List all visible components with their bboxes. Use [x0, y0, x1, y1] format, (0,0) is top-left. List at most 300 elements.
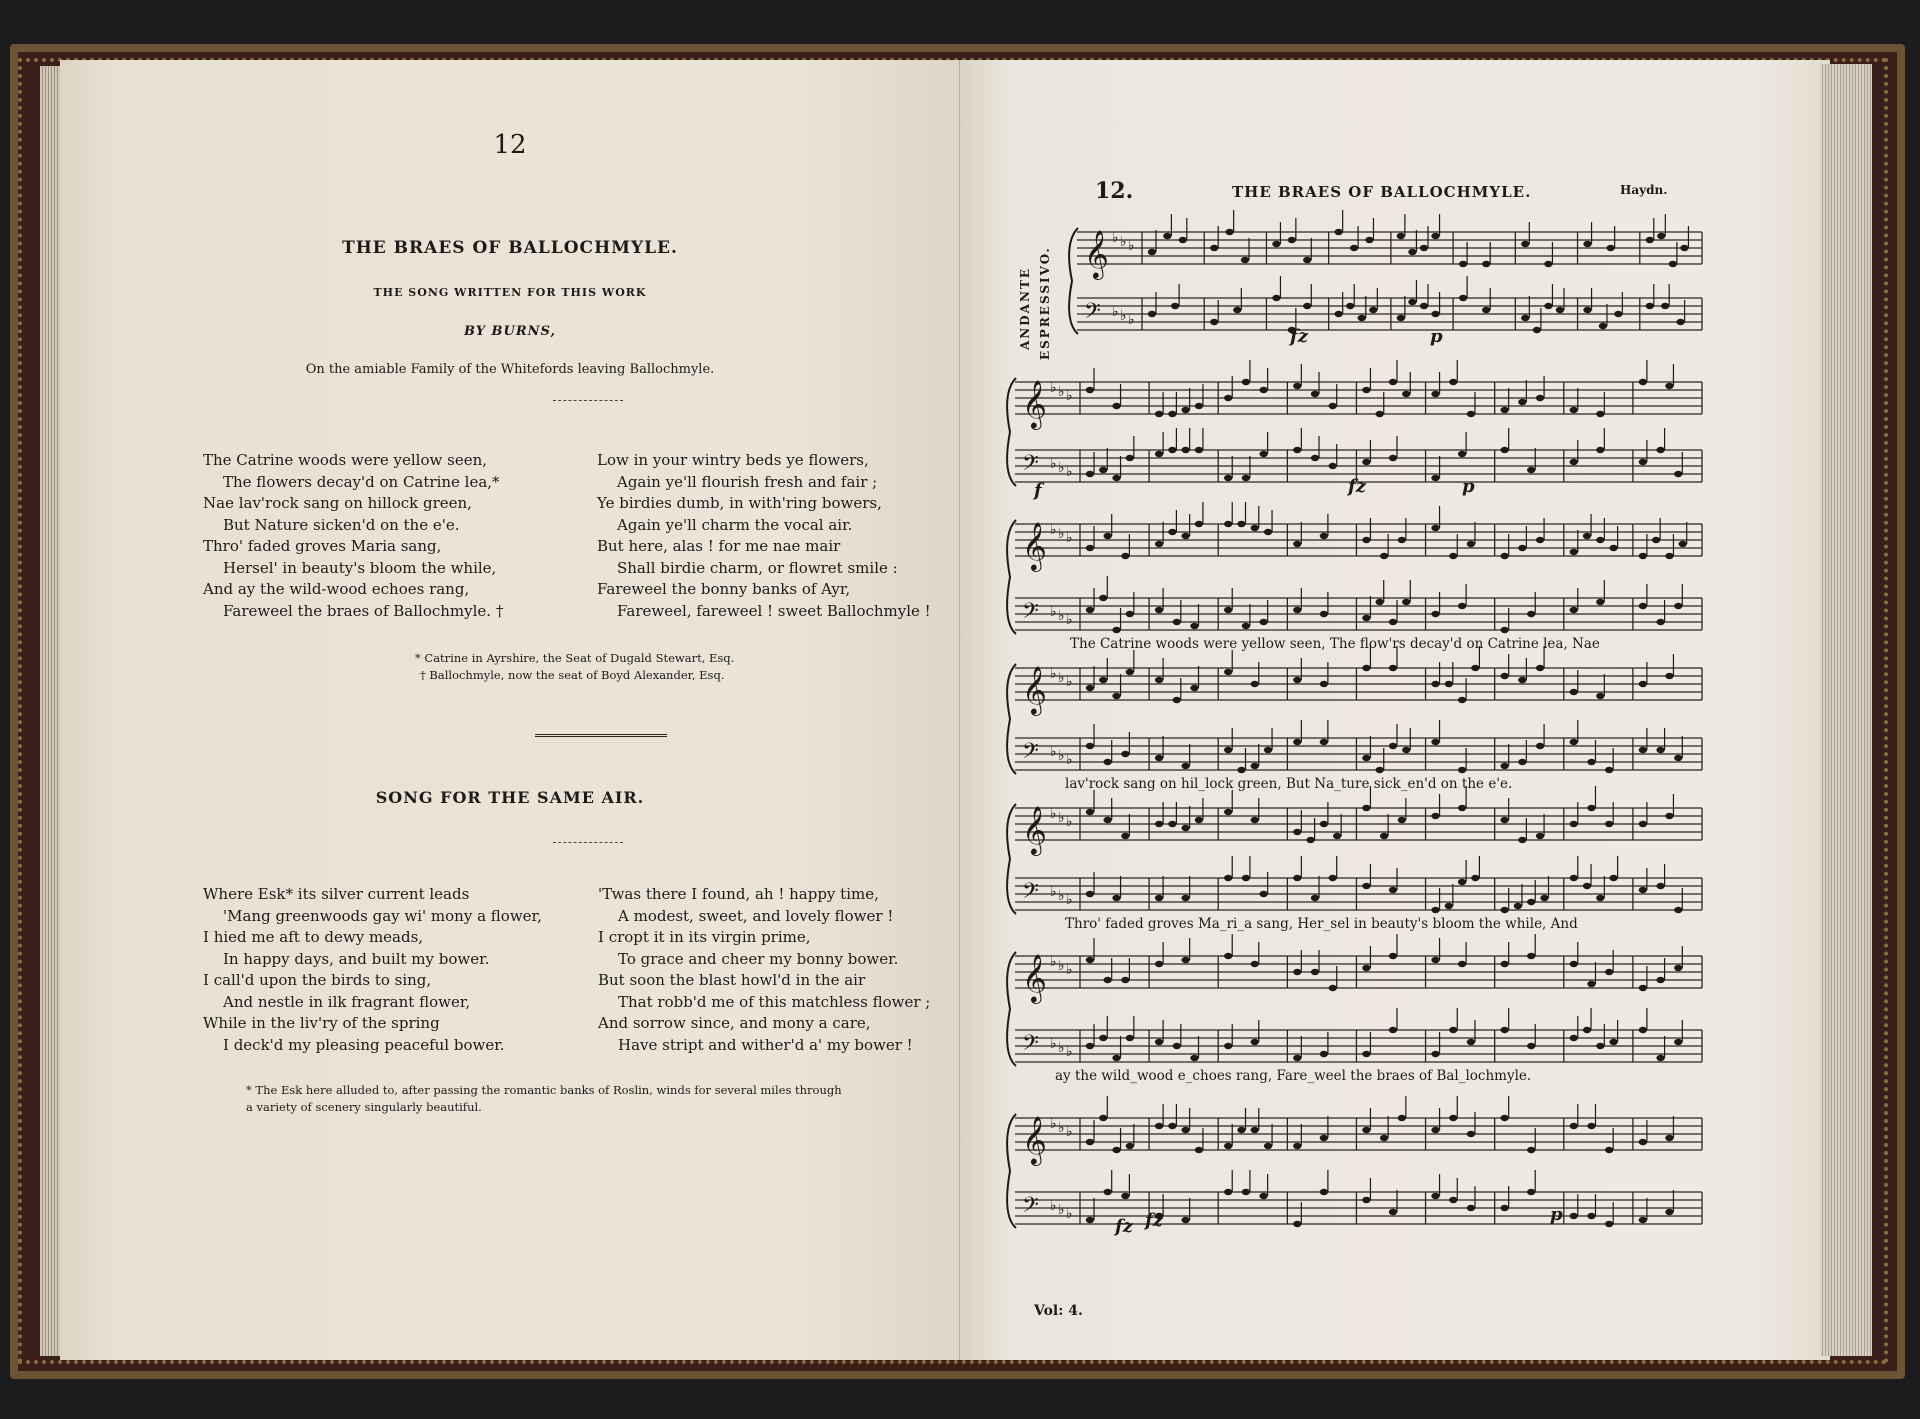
note-head [1362, 965, 1370, 971]
note-head [1155, 755, 1163, 761]
footnote-ballochmyle: † Ballochmyle, now the seat of Boyd Alexander, Esq. [420, 668, 725, 682]
note-head [1306, 837, 1314, 843]
note-head [1536, 537, 1544, 543]
flat-sign: ♭ [1066, 674, 1073, 690]
verse-line: I hied me aft to dewy meads, [203, 928, 424, 946]
flat-sign: ♭ [1120, 308, 1127, 324]
note-head [1224, 669, 1232, 675]
note-head [1112, 1147, 1120, 1153]
note-head [1389, 887, 1397, 893]
note-head [1362, 1127, 1370, 1133]
note-head [1086, 1217, 1094, 1223]
note-head [1168, 411, 1176, 417]
section-divider [535, 734, 667, 737]
note-head [1251, 1127, 1259, 1133]
note-head [1518, 545, 1526, 551]
note-head [1099, 677, 1107, 683]
verse-line: Fareweel the braes of Ballochmyle. † [223, 601, 504, 620]
note-head [1467, 411, 1475, 417]
note-head [1500, 763, 1508, 769]
note-head [1362, 883, 1370, 889]
note-head [1527, 1043, 1535, 1049]
note-head [1242, 875, 1250, 881]
note-head [1362, 665, 1370, 671]
note-head [1224, 395, 1232, 401]
note-head [1518, 759, 1526, 765]
system-brace [1007, 804, 1016, 914]
note-head [1596, 1043, 1604, 1049]
note-head [1518, 677, 1526, 683]
note-head [1500, 907, 1508, 913]
flat-sign: ♭ [1058, 958, 1065, 974]
note-head [1402, 391, 1410, 397]
note-head [1086, 1139, 1094, 1145]
note-head [1544, 303, 1552, 309]
note-head [1398, 1115, 1406, 1121]
flat-sign: ♭ [1066, 752, 1073, 768]
flat-sign: ♭ [1058, 670, 1065, 686]
verse-line: Fareweel the bonny banks of Ayr, [597, 580, 851, 598]
note-head [1500, 1205, 1508, 1211]
treble-clef: 𝄞 [1022, 1115, 1047, 1164]
verse-line: Low in your wintry beds ye flowers, [597, 451, 869, 469]
note-head [1398, 817, 1406, 823]
note-head [1320, 1189, 1328, 1195]
note-head [1334, 229, 1342, 235]
note-head [1587, 805, 1595, 811]
note-head [1168, 1123, 1176, 1129]
note-head [1365, 237, 1373, 243]
note-head [1431, 681, 1439, 687]
verse-line: Ye birdies dumb, in with'ring bowers, [597, 494, 882, 512]
note-head [1224, 475, 1232, 481]
note-head [1449, 1027, 1457, 1033]
note-head [1583, 883, 1591, 889]
note-head [1190, 623, 1198, 629]
note-head [1639, 459, 1647, 465]
note-head [1181, 447, 1189, 453]
music-score [960, 60, 1830, 1360]
note-head [1181, 825, 1189, 831]
note-head [1639, 985, 1647, 991]
note-head [1674, 755, 1682, 761]
note-head [1500, 817, 1508, 823]
note-head [1104, 977, 1112, 983]
note-head [1408, 249, 1416, 255]
note-head [1605, 1147, 1613, 1153]
dynamic-marking: p [1550, 1204, 1563, 1225]
note-head [1674, 1039, 1682, 1045]
note-head [1596, 693, 1604, 699]
note-head [1224, 521, 1232, 527]
note-head [1606, 245, 1614, 251]
note-head [1459, 295, 1467, 301]
note-head [1086, 607, 1094, 613]
note-head [1389, 1027, 1397, 1033]
note-head [1431, 739, 1439, 745]
verse-line: The Catrine woods were yellow seen, [203, 451, 487, 469]
page-number: 12 [493, 130, 527, 160]
note-head [1500, 553, 1508, 559]
note-head [1674, 965, 1682, 971]
note-head [1458, 767, 1466, 773]
flat-sign: ♭ [1050, 666, 1057, 682]
note-head [1500, 447, 1508, 453]
note-head [1086, 957, 1094, 963]
note-head [1195, 403, 1203, 409]
note-head [1471, 665, 1479, 671]
note-head [1126, 455, 1134, 461]
note-head [1639, 603, 1647, 609]
bass-clef: 𝄢 [1084, 299, 1101, 329]
note-head [1293, 1221, 1301, 1227]
note-head [1527, 1147, 1535, 1153]
note-head [1521, 241, 1529, 247]
flat-sign: ♭ [1058, 810, 1065, 826]
treble-clef: 𝄞 [1084, 229, 1109, 278]
verse-line: Where Esk* its silver current leads [203, 885, 470, 903]
note-head [1431, 907, 1439, 913]
note-head [1333, 833, 1341, 839]
note-head [1251, 681, 1259, 687]
verse-line: And nestle in ilk fragrant flower, [223, 992, 471, 1011]
note-head [1389, 619, 1397, 625]
flat-sign: ♭ [1066, 1206, 1073, 1222]
note-head [1086, 471, 1094, 477]
note-head [1181, 533, 1189, 539]
note-head [1665, 1135, 1673, 1141]
note-head [1195, 817, 1203, 823]
flat-sign: ♭ [1066, 612, 1073, 628]
flat-sign: ♭ [1058, 1040, 1065, 1056]
note-head [1126, 669, 1134, 675]
note-head [1646, 237, 1654, 243]
note-head [1500, 673, 1508, 679]
note-head [1259, 891, 1267, 897]
note-head [1155, 961, 1163, 967]
note-head [1646, 303, 1654, 309]
note-head [1389, 743, 1397, 749]
note-head [1467, 541, 1475, 547]
page-edges-right [1820, 64, 1872, 1356]
note-head [1458, 879, 1466, 885]
note-head [1362, 387, 1370, 393]
verse-line: Fareweel, fareweel ! sweet Ballochmyle ! [617, 601, 931, 620]
note-head [1665, 553, 1673, 559]
bass-clef: 𝄢 [1022, 451, 1039, 481]
composer: Haydn. [1620, 183, 1668, 197]
note-head [1099, 1115, 1107, 1121]
flat-sign: ♭ [1050, 884, 1057, 900]
song-subtitle: THE SONG WRITTEN FOR THIS WORK [373, 286, 647, 299]
note-head [1467, 1205, 1475, 1211]
note-head [1445, 681, 1453, 687]
note-head [1099, 1035, 1107, 1041]
note-head [1596, 895, 1604, 901]
note-head [1665, 673, 1673, 679]
author-byline: BY BURNS, [463, 324, 557, 339]
note-head [1224, 607, 1232, 613]
note-head [1500, 407, 1508, 413]
note-head [1155, 1123, 1163, 1129]
flat-sign: ♭ [1050, 1198, 1057, 1214]
verse-line: In happy days, and built my bower. [223, 949, 490, 968]
note-head [1126, 1035, 1134, 1041]
verse1-right [597, 450, 931, 622]
note-head [1293, 739, 1301, 745]
verse-line: Have stript and wither'd a' my bower ! [618, 1035, 913, 1054]
note-head [1397, 315, 1405, 321]
note-head [1237, 521, 1245, 527]
note-head [1596, 411, 1604, 417]
note-head [1656, 747, 1664, 753]
note-head [1121, 553, 1129, 559]
verse-line: Nae lav'rock sang on hillock green, [203, 494, 472, 512]
note-head [1599, 323, 1607, 329]
flat-sign: ♭ [1058, 1202, 1065, 1218]
note-head [1086, 743, 1094, 749]
music-page-number: 12. [1095, 178, 1134, 204]
note-head [1181, 763, 1189, 769]
note-head [1482, 261, 1490, 267]
note-head [1482, 307, 1490, 313]
verse2-left [203, 884, 542, 1056]
verse-line: 'Mang greenwoods gay wi' mony a flower, [223, 906, 542, 925]
note-head [1420, 303, 1428, 309]
note-head [1680, 245, 1688, 251]
note-head [1293, 829, 1301, 835]
note-head [1556, 307, 1564, 313]
song2-title: SONG FOR THE SAME AIR. [375, 788, 645, 807]
note-head [1155, 451, 1163, 457]
verse-line: That robb'd me of this matchless flower ; [618, 992, 931, 1011]
note-head [1527, 611, 1535, 617]
note-head [1380, 833, 1388, 839]
note-head [1104, 759, 1112, 765]
note-head [1536, 833, 1544, 839]
verse-line: Thro' faded groves Maria sang, [203, 537, 442, 555]
note-head [1570, 821, 1578, 827]
note-head [1533, 327, 1541, 333]
bass-clef: 𝄢 [1022, 879, 1039, 909]
note-head [1376, 767, 1384, 773]
note-head [1605, 1221, 1613, 1227]
note-head [1210, 319, 1218, 325]
flat-sign: ♭ [1112, 304, 1119, 320]
note-head [1168, 821, 1176, 827]
note-head [1652, 537, 1660, 543]
verse-line: But here, alas ! for me nae mair [597, 537, 841, 555]
dynamic-marking: fz [1115, 1216, 1133, 1237]
note-head [1521, 315, 1529, 321]
note-head [1112, 693, 1120, 699]
note-head [1112, 475, 1120, 481]
note-head [1293, 607, 1301, 613]
note-head [1210, 245, 1218, 251]
note-head [1251, 763, 1259, 769]
note-head [1605, 969, 1613, 975]
note-head [1242, 623, 1250, 629]
note-head [1358, 315, 1366, 321]
note-head [1181, 407, 1189, 413]
verse-line: I call'd upon the birds to sing, [203, 971, 432, 989]
note-head [1311, 391, 1319, 397]
verse-line: And sorrow since, and mony a care, [598, 1014, 871, 1032]
note-head [1086, 685, 1094, 691]
note-head [1126, 1143, 1134, 1149]
note-head [1665, 813, 1673, 819]
verse-line: The flowers decay'd on Catrine lea,* [223, 472, 500, 491]
note-head [1570, 407, 1578, 413]
note-head [1303, 257, 1311, 263]
note-head [1656, 883, 1664, 889]
bass-clef: 𝄢 [1022, 599, 1039, 629]
note-head [1293, 541, 1301, 547]
system-brace [1007, 664, 1016, 774]
flat-sign: ♭ [1066, 1124, 1073, 1140]
dynamic-marking: fz [1290, 326, 1308, 347]
verse-line: A modest, sweet, and lovely flower ! [618, 906, 894, 925]
note-head [1458, 697, 1466, 703]
note-head [1190, 1055, 1198, 1061]
note-head [1639, 553, 1647, 559]
note-head [1320, 533, 1328, 539]
verse-line: Hersel' in beauty's bloom the while, [223, 558, 497, 577]
note-head [1458, 451, 1466, 457]
verse-line: But Nature sicken'd on the e'e. [223, 515, 460, 534]
note-head [1224, 953, 1232, 959]
flat-sign: ♭ [1058, 748, 1065, 764]
flat-sign: ♭ [1050, 380, 1057, 396]
note-head [1431, 1193, 1439, 1199]
note-head [1168, 529, 1176, 535]
flat-sign: ♭ [1050, 1116, 1057, 1132]
flat-sign: ♭ [1128, 238, 1135, 254]
note-head [1376, 599, 1384, 605]
note-head [1112, 403, 1120, 409]
note-head [1362, 805, 1370, 811]
note-head [1449, 553, 1457, 559]
system-brace [1069, 228, 1078, 334]
note-head [1112, 627, 1120, 633]
flat-sign: ♭ [1050, 604, 1057, 620]
note-head [1259, 1193, 1267, 1199]
note-head [1320, 611, 1328, 617]
note-head [1500, 1115, 1508, 1121]
note-head [1536, 743, 1544, 749]
note-head [1570, 1123, 1578, 1129]
note-head [1536, 395, 1544, 401]
note-head [1458, 961, 1466, 967]
note-head [1225, 229, 1233, 235]
note-head [1320, 1051, 1328, 1057]
footnote-esk-line2: a variety of scenery singularly beautiful. [246, 1100, 482, 1114]
treble-clef: 𝄞 [1022, 379, 1047, 428]
note-head [1596, 447, 1604, 453]
note-head [1181, 1217, 1189, 1223]
note-head [1086, 545, 1094, 551]
note-head [1334, 311, 1342, 317]
note-head [1293, 383, 1301, 389]
note-head [1155, 821, 1163, 827]
note-head [1237, 767, 1245, 773]
note-head [1467, 1131, 1475, 1137]
note-head [1583, 241, 1591, 247]
note-head [1540, 895, 1548, 901]
dedication: On the amiable Family of the Whitefords leaving Ballochmyle. [305, 362, 715, 377]
note-head [1389, 455, 1397, 461]
system-brace [1007, 378, 1016, 486]
note-head [1104, 817, 1112, 823]
note-head [1639, 1217, 1647, 1223]
note-head [1674, 471, 1682, 477]
note-head [1242, 475, 1250, 481]
flat-sign: ♭ [1058, 608, 1065, 624]
footnote-esk-line1: * The Esk here alluded to, after passing the romantic banks of Roslin, winds for several miles through [246, 1083, 842, 1097]
note-head [1431, 525, 1439, 531]
left-page [60, 60, 960, 1360]
note-head [1293, 969, 1301, 975]
note-head [1676, 319, 1684, 325]
note-head [1518, 399, 1526, 405]
music-title: THE BRAES OF BALLOCHMYLE. [1232, 183, 1532, 201]
note-head [1500, 1027, 1508, 1033]
flat-sign: ♭ [1066, 388, 1073, 404]
note-head [1402, 599, 1410, 605]
note-head [1570, 689, 1578, 695]
note-head [1272, 241, 1280, 247]
flat-sign: ♭ [1050, 1036, 1057, 1052]
note-head [1362, 1051, 1370, 1057]
note-head [1445, 903, 1453, 909]
note-head [1679, 541, 1687, 547]
note-head [1570, 1035, 1578, 1041]
note-head [1656, 977, 1664, 983]
expression-marking: ESPRESSIVO. [1038, 246, 1052, 360]
note-head [1609, 875, 1617, 881]
note-head [1583, 533, 1591, 539]
flat-sign: ♭ [1050, 522, 1057, 538]
note-head [1288, 237, 1296, 243]
note-head [1311, 455, 1319, 461]
note-head [1320, 739, 1328, 745]
note-head [1431, 475, 1439, 481]
verse1-left [203, 450, 503, 622]
note-head [1376, 411, 1384, 417]
verse-line: To grace and cheer my bonny bower. [618, 949, 899, 968]
note-head [1362, 537, 1370, 543]
flat-sign: ♭ [1120, 234, 1127, 250]
note-head [1121, 833, 1129, 839]
note-head [1587, 1213, 1595, 1219]
note-head [1320, 681, 1328, 687]
note-head [1661, 303, 1669, 309]
flat-sign: ♭ [1058, 888, 1065, 904]
flat-sign: ♭ [1050, 744, 1057, 760]
note-head [1587, 1123, 1595, 1129]
note-head [1241, 257, 1249, 263]
note-head [1518, 837, 1526, 843]
note-head [1420, 245, 1428, 251]
note-head [1583, 1027, 1591, 1033]
flat-sign: ♭ [1066, 962, 1073, 978]
note-head [1173, 1043, 1181, 1049]
note-head [1311, 895, 1319, 901]
lyric-line-4: ay the wild_wood e_choes rang, Fare_weel the braes of Bal_lochmyle. [1055, 1068, 1532, 1084]
note-head [1303, 303, 1311, 309]
note-head [1320, 821, 1328, 827]
note-head [1099, 467, 1107, 473]
